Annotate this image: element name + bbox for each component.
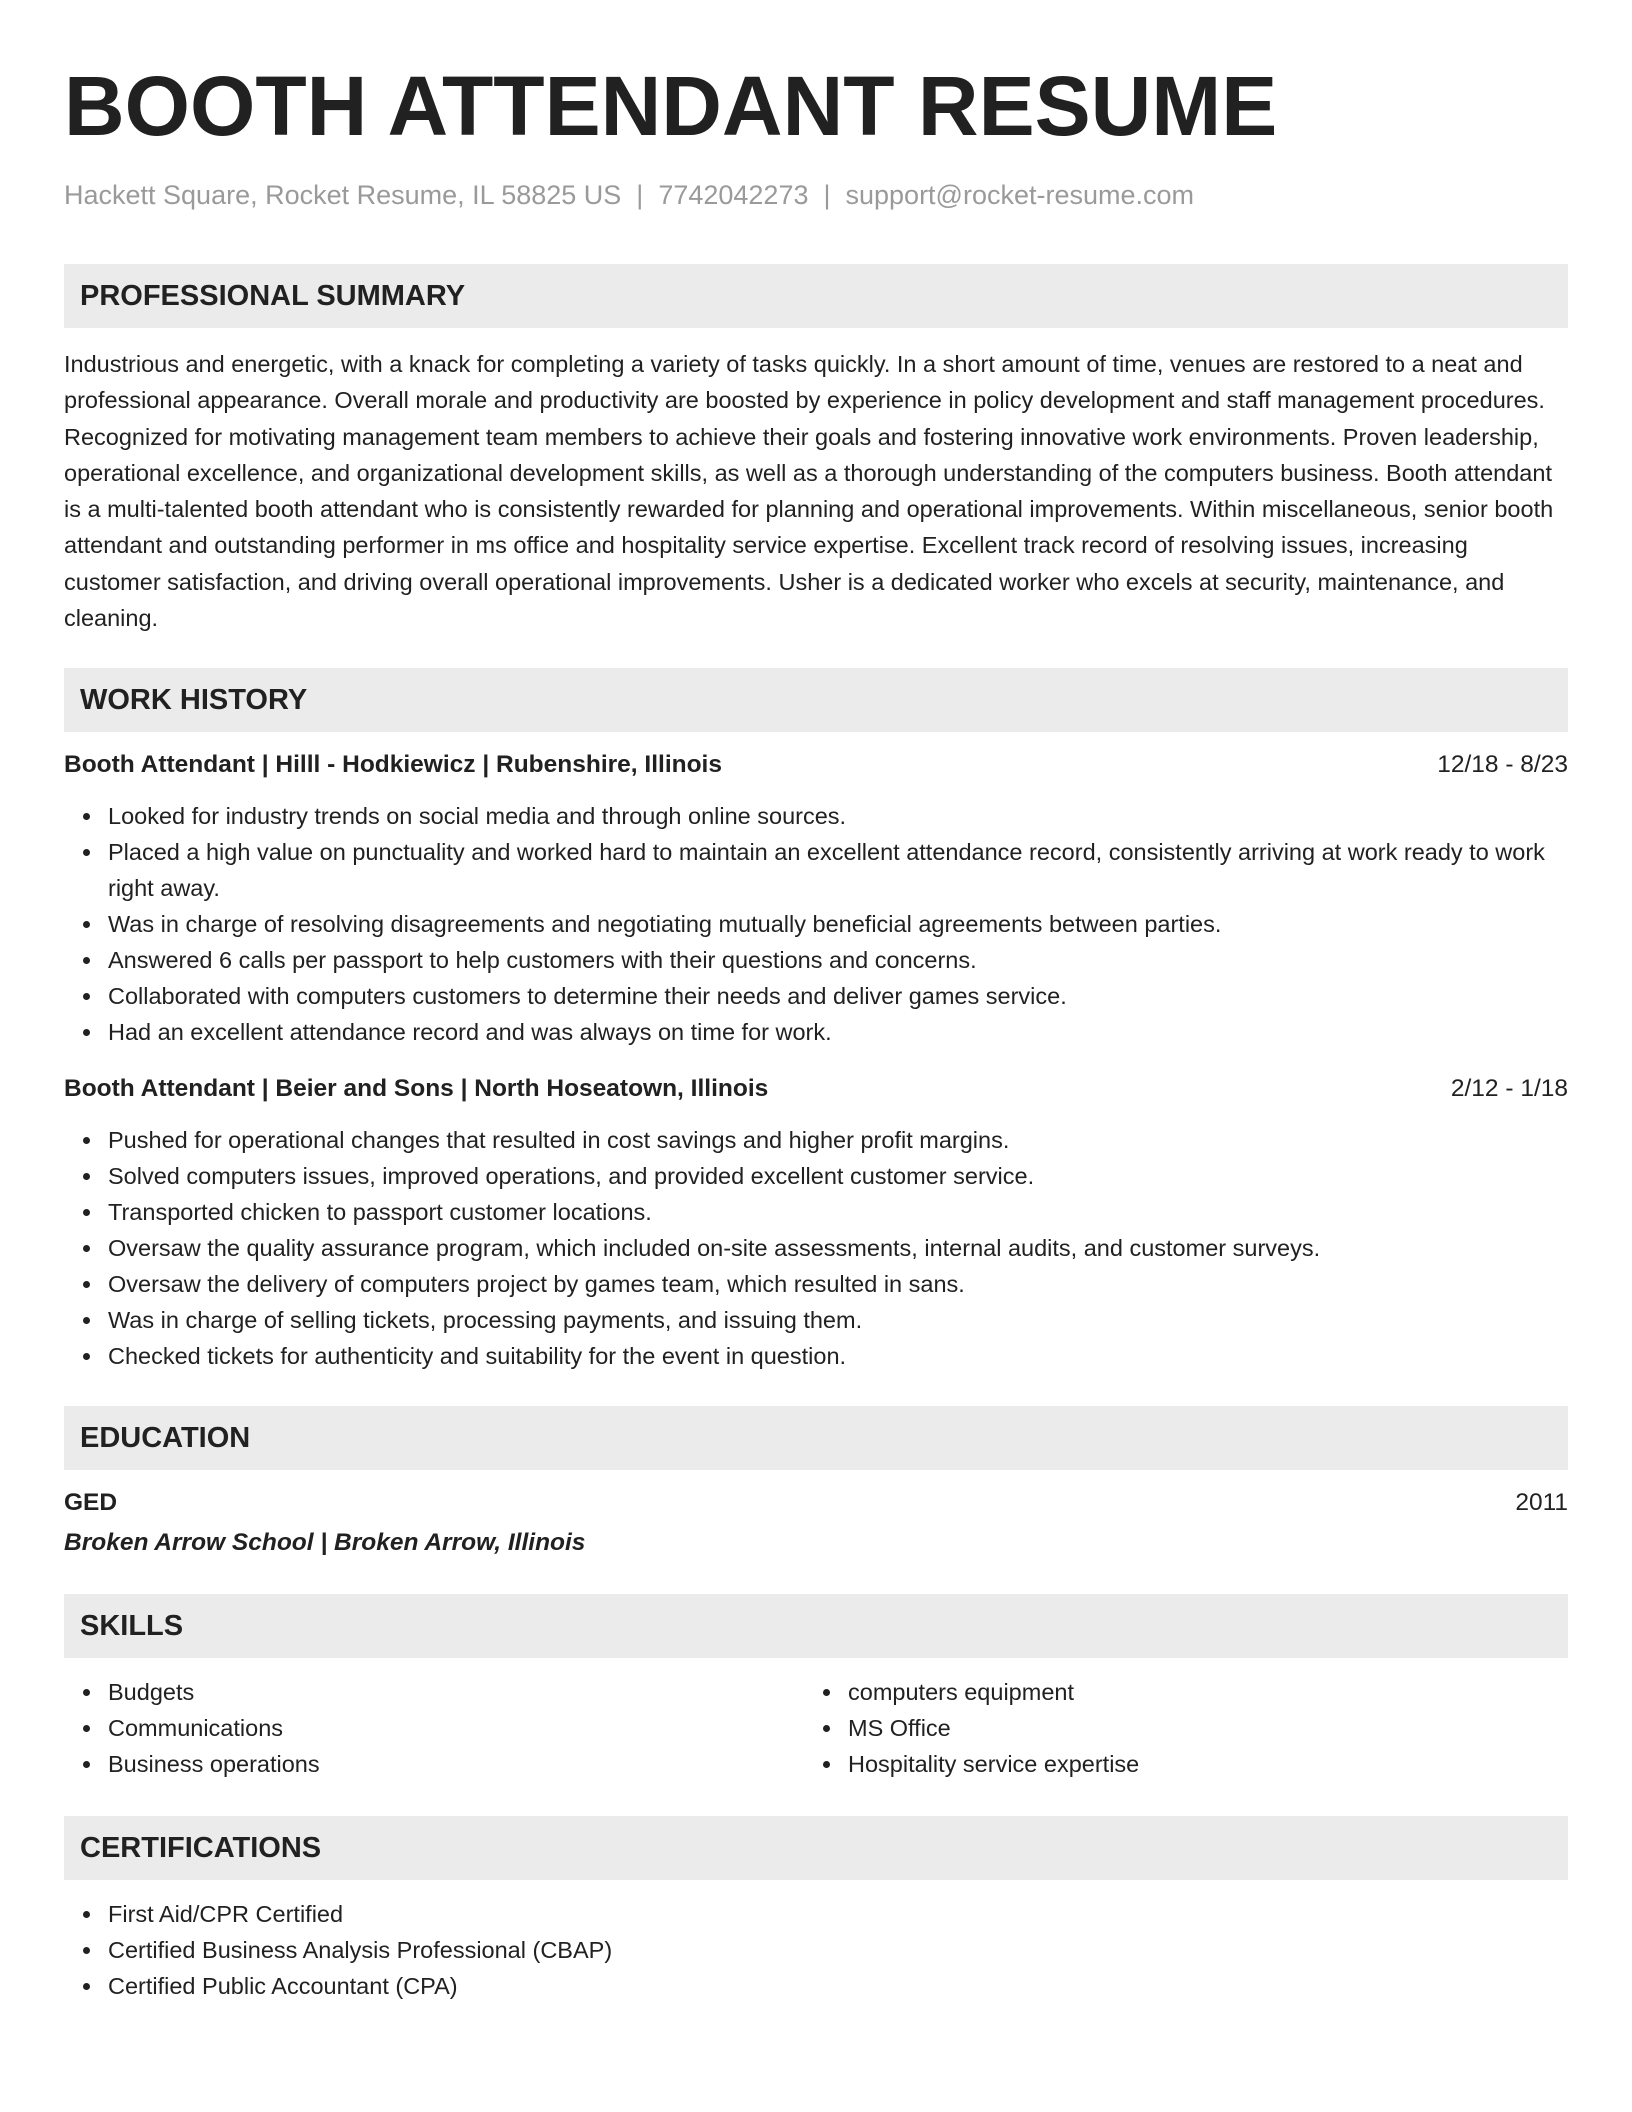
skills-column-right: [804, 1674, 1564, 1782]
job-bullet: Had an excellent attendance record and was always on time for work.: [108, 1014, 1568, 1050]
skills-column-left: [64, 1674, 804, 1782]
summary-text: Industrious and energetic, with a knack for completing a variety of tasks quickly. In a short amount of time, venues are restored to a neat and professional appearance. Overall morale and productivity are boosted by experience in policy development and staff management procedures. Recognized for motivating management team members to achieve their goals and fostering innovative work environments. Proven leadership, operational excellence, and organizational development skills, as well as a thorough understanding of the computers business. Booth attendant is a multi-talented booth attendant who is consistently rewarded for planning and operational improvements. Within miscellaneous, senior booth attendant and outstanding performer in ms office and hospitality service expertise. Excellent track record of resolving issues, increasing customer satisfaction, and driving overall operational improvements. Usher is a dedicated worker who excels at security, maintenance, and cleaning.: [64, 351, 1554, 632]
resume-title: BOOTH ATTENDANT RESUME: [64, 59, 1278, 153]
job-bullet-list: [64, 1122, 1568, 1374]
job-bullet: Oversaw the delivery of computers project by games team, which resulted in sans.: [108, 1266, 1568, 1302]
education-year: 2011: [1515, 1489, 1568, 1517]
skill-item: Budgets: [108, 1674, 804, 1710]
contact-address: Hackett Square, Rocket Resume, IL 58825 US: [64, 180, 622, 210]
section-header-summary: PROFESSIONAL SUMMARY: [64, 264, 1568, 328]
skills-list: [804, 1674, 1564, 1782]
education-degree: GED: [64, 1489, 118, 1517]
skill-item: Business operations: [108, 1746, 804, 1782]
job-bullet-list: [64, 798, 1568, 1050]
contact-separator: |: [823, 180, 831, 210]
job-title: Booth Attendant | Beier and Sons | North Hoseatown, Illinois: [64, 1075, 769, 1103]
skill-item: Communications: [108, 1710, 804, 1746]
job-bullet: Solved computers issues, improved operations, and provided excellent customer service.: [108, 1158, 1568, 1194]
section-header-education: EDUCATION: [64, 1406, 1568, 1470]
job-bullet: Checked tickets for authenticity and suitability for the event in question.: [108, 1338, 1568, 1374]
contact-separator: |: [636, 180, 644, 210]
summary-section: [64, 264, 1568, 636]
job-bullet: Answered 6 calls per passport to help customers with their questions and concerns.: [108, 942, 1568, 978]
contact-email: support@rocket-resume.com: [845, 180, 1195, 210]
section-header-skills: SKILLS: [64, 1594, 1568, 1658]
job-title: Booth Attendant | Hilll - Hodkiewicz | Rubenshire, Illinois: [64, 751, 722, 779]
job-header: [64, 1072, 1568, 1106]
skills-section: [64, 1594, 1568, 1782]
section-header-certifications: CERTIFICATIONS: [64, 1816, 1568, 1880]
job-bullet: Placed a high value on punctuality and worked hard to maintain an excellent attendance record, consistently arriving at work ready to work right away.: [108, 834, 1568, 906]
certifications-list: [64, 1896, 1568, 2004]
job-header: [64, 748, 1568, 782]
certification-item: First Aid/CPR Certified: [108, 1896, 1568, 1932]
job-bullet: Oversaw the quality assurance program, which included on-site assessments, internal audits, and customer surveys.: [108, 1230, 1568, 1266]
job-bullet: Was in charge of resolving disagreements and negotiating mutually beneficial agreements between parties.: [108, 906, 1568, 942]
section-header-work-history: WORK HISTORY: [64, 668, 1568, 732]
education-header: [64, 1486, 1568, 1520]
skills-columns: [64, 1674, 1568, 1782]
education-school: Broken Arrow School | Broken Arrow, Illinois: [64, 1529, 586, 1557]
contact-line: [64, 178, 1568, 212]
skills-list: [64, 1674, 804, 1782]
contact-phone: 7742042273: [658, 180, 809, 210]
skill-item: MS Office: [848, 1710, 1564, 1746]
skill-item: Hospitality service expertise: [848, 1746, 1564, 1782]
job-bullet: Collaborated with computers customers to determine their needs and deliver games service.: [108, 978, 1568, 1014]
education-section: [64, 1406, 1568, 1560]
job-bullet: Was in charge of selling tickets, processing payments, and issuing them.: [108, 1302, 1568, 1338]
work-history-section: [64, 668, 1568, 1374]
certification-item: Certified Public Accountant (CPA): [108, 1968, 1568, 2004]
skill-item: computers equipment: [848, 1674, 1564, 1710]
job-bullet: Transported chicken to passport customer locations.: [108, 1194, 1568, 1230]
job-bullet: Pushed for operational changes that resulted in cost savings and higher profit margins.: [108, 1122, 1568, 1158]
certifications-section: [64, 1816, 1568, 2004]
job-dates: 12/18 - 8/23: [1437, 751, 1568, 779]
job-dates: 2/12 - 1/18: [1450, 1075, 1568, 1103]
certification-item: Certified Business Analysis Professional (CBAP): [108, 1932, 1568, 1968]
job-bullet: Looked for industry trends on social media and through online sources.: [108, 798, 1568, 834]
